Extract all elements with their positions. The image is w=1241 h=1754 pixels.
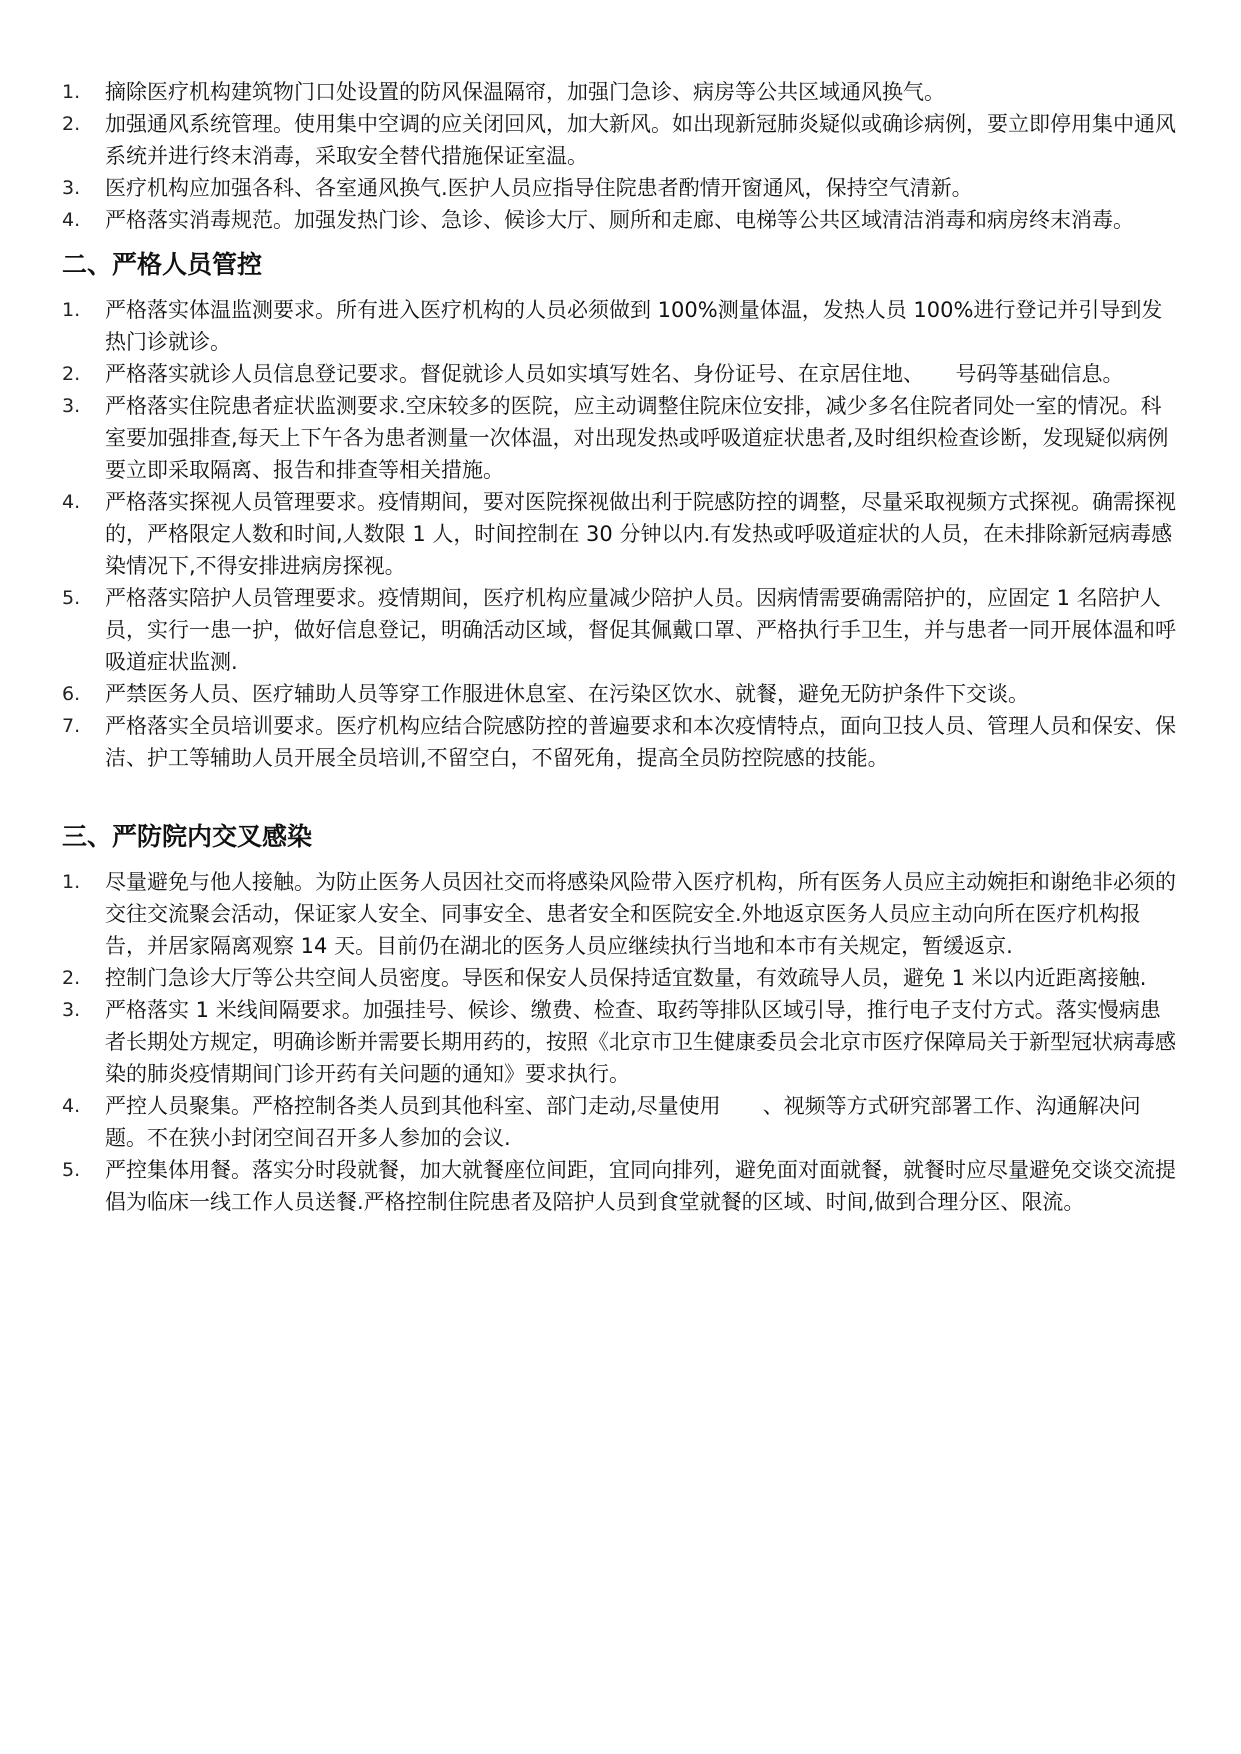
section3-list <box>62 866 1179 1218</box>
list-item-text: 严格落实陪护人员管理要求。疫情期间，医疗机构应量减少陪护人员。因病情需要确需陪护的，应固定 1 名陪护人员，实行一患一护，做好信息登记，明确活动区域，督促其佩戴口罩、严格执行手卫生，并与患者一同开展体温和呼吸道症状监测. <box>105 586 1176 674</box>
list-item-number: 5. <box>62 1159 81 1181</box>
list-item <box>62 486 1179 582</box>
list-item-text: 严控人员聚集。严格控制各类人员到其他科室、部门走动,尽量使用 、视频等方式研究部署工作、沟通解决问题。不在狭小封闭空间召开多人参加的会议. <box>105 1094 1141 1150</box>
list-item <box>62 204 1179 236</box>
list-item-number: 2. <box>62 363 81 385</box>
list-item <box>62 1090 1179 1154</box>
list-item <box>62 76 1179 108</box>
list-item-number: 2. <box>62 967 81 989</box>
section-heading: 二、严格人员管控 <box>62 250 263 279</box>
list-item-number: 4. <box>62 1095 81 1117</box>
list-item-number: 3. <box>62 395 81 417</box>
list-item <box>62 172 1179 204</box>
list-item-number: 3. <box>62 999 81 1021</box>
list-item <box>62 1154 1179 1218</box>
list-item <box>62 390 1179 486</box>
list-item-number: 4. <box>62 491 81 513</box>
list-item <box>62 582 1179 678</box>
list-item-text: 严格落实消毒规范。加强发热门诊、急诊、候诊大厅、厕所和走廊、电梯等公共区域清洁消毒和病房终末消毒。 <box>105 208 1134 232</box>
list-item <box>62 962 1179 994</box>
section2-list <box>62 294 1179 774</box>
list-item-text: 医疗机构应加强各科、各室通风换气.医护人员应指导住院患者酌情开窗通风，保持空气清新。 <box>105 176 973 200</box>
list-item-text: 严格落实就诊人员信息登记要求。督促就诊人员如实填写姓名、身份证号、在京居住地、 号码等基础信息。 <box>105 362 1124 386</box>
list-item <box>62 294 1179 358</box>
list-item-number: 6. <box>62 683 81 705</box>
list-item <box>62 358 1179 390</box>
list-item-text: 尽量避免与他人接触。为防止医务人员因社交而将感染风险带入医疗机构，所有医务人员应主动婉拒和谢绝非必须的交往交流聚会活动，保证家人安全、同事安全、患者安全和医院安全.外地返京医务人员应主动向所在医疗机构报告，并居家隔离观察 14 天。目前仍在湖北的医务人员应继续执行当地和本市有关规定，暂缓返京. <box>105 870 1176 958</box>
list-item-text: 严格落实全员培训要求。医疗机构应结合院感防控的普遍要求和本次疫情特点，面向卫技人员、管理人员和保安、保洁、护工等辅助人员开展全员培训,不留空白，不留死角，提高全员防控院感的技能。 <box>105 714 1176 770</box>
list-item-number: 1. <box>62 299 81 321</box>
list-item <box>62 108 1179 172</box>
section1-list <box>62 76 1179 236</box>
list-item-text: 严控集体用餐。落实分时段就餐，加大就餐座位间距，宜同向排列，避免面对面就餐，就餐时应尽量避免交谈交流提倡为临床一线工作人员送餐.严格控制住院患者及陪护人员到食堂就餐的区域、时间,做到合理分区、限流。 <box>105 1158 1176 1214</box>
list-item-text: 严禁医务人员、医疗辅助人员等穿工作服进休息室、在污染区饮水、就餐，避免无防护条件下交谈。 <box>105 682 1029 706</box>
list-item-text: 严格落实体温监测要求。所有进入医疗机构的人员必须做到 100%测量体温，发热人员 100%进行登记并引导到发热门诊就诊。 <box>105 298 1163 354</box>
list-item <box>62 678 1179 710</box>
list-item <box>62 994 1179 1090</box>
list-item-text: 严格落实探视人员管理要求。疫情期间，要对医院探视做出利于院感防控的调整，尽量采取视频方式探视。确需探视的，严格限定人数和时间,人数限 1 人，时间控制在 30 分钟以内.有发热或呼吸道症状的人员，在未排除新冠病毒感染情况下,不得安排进病房探视。 <box>105 490 1176 578</box>
section-heading: 三、严防院内交叉感染 <box>62 822 313 851</box>
list-item <box>62 866 1179 962</box>
list-item-number: 3. <box>62 177 81 199</box>
list-item-number: 1. <box>62 871 81 893</box>
list-item-number: 5. <box>62 587 81 609</box>
list-item-text: 严格落实住院患者症状监测要求.空床较多的医院，应主动调整住院床位安排，减少多名住院者同处一室的情况。科室要加强排查,每天上下午各为患者测量一次体温，对出现发热或呼吸道症状患者,及时组织检查诊断，发现疑似病例要立即采取隔离、报告和排查等相关措施。 <box>105 394 1169 482</box>
list-item-number: 2. <box>62 113 81 135</box>
list-item-text: 严格落实 1 米线间隔要求。加强挂号、候诊、缴费、检查、取药等排队区域引导，推行电子支付方式。落实慢病患者长期处方规定，明确诊断并需要长期用药的，按照《北京市卫生健康委员会北京市医疗保障局关于新型冠状病毒感染的肺炎疫情期间门诊开药有关问题的通知》要求执行。 <box>105 998 1176 1086</box>
list-item <box>62 710 1179 774</box>
list-item-number: 7. <box>62 715 81 737</box>
list-item-text: 摘除医疗机构建筑物门口处设置的防风保温隔帘，加强门急诊、病房等公共区域通风换气。 <box>105 80 945 104</box>
list-item-number: 4. <box>62 209 81 231</box>
list-item-text: 加强通风系统管理。使用集中空调的应关闭回风，加大新风。如出现新冠肺炎疑似或确诊病例，要立即停用集中通风系统并进行终末消毒，采取安全替代措施保证室温。 <box>105 112 1176 168</box>
list-item-number: 1. <box>62 81 81 103</box>
list-item-text: 控制门急诊大厅等公共空间人员密度。导医和保安人员保持适宜数量，有效疏导人员，避免 1 米以内近距离接触. <box>105 966 1147 990</box>
